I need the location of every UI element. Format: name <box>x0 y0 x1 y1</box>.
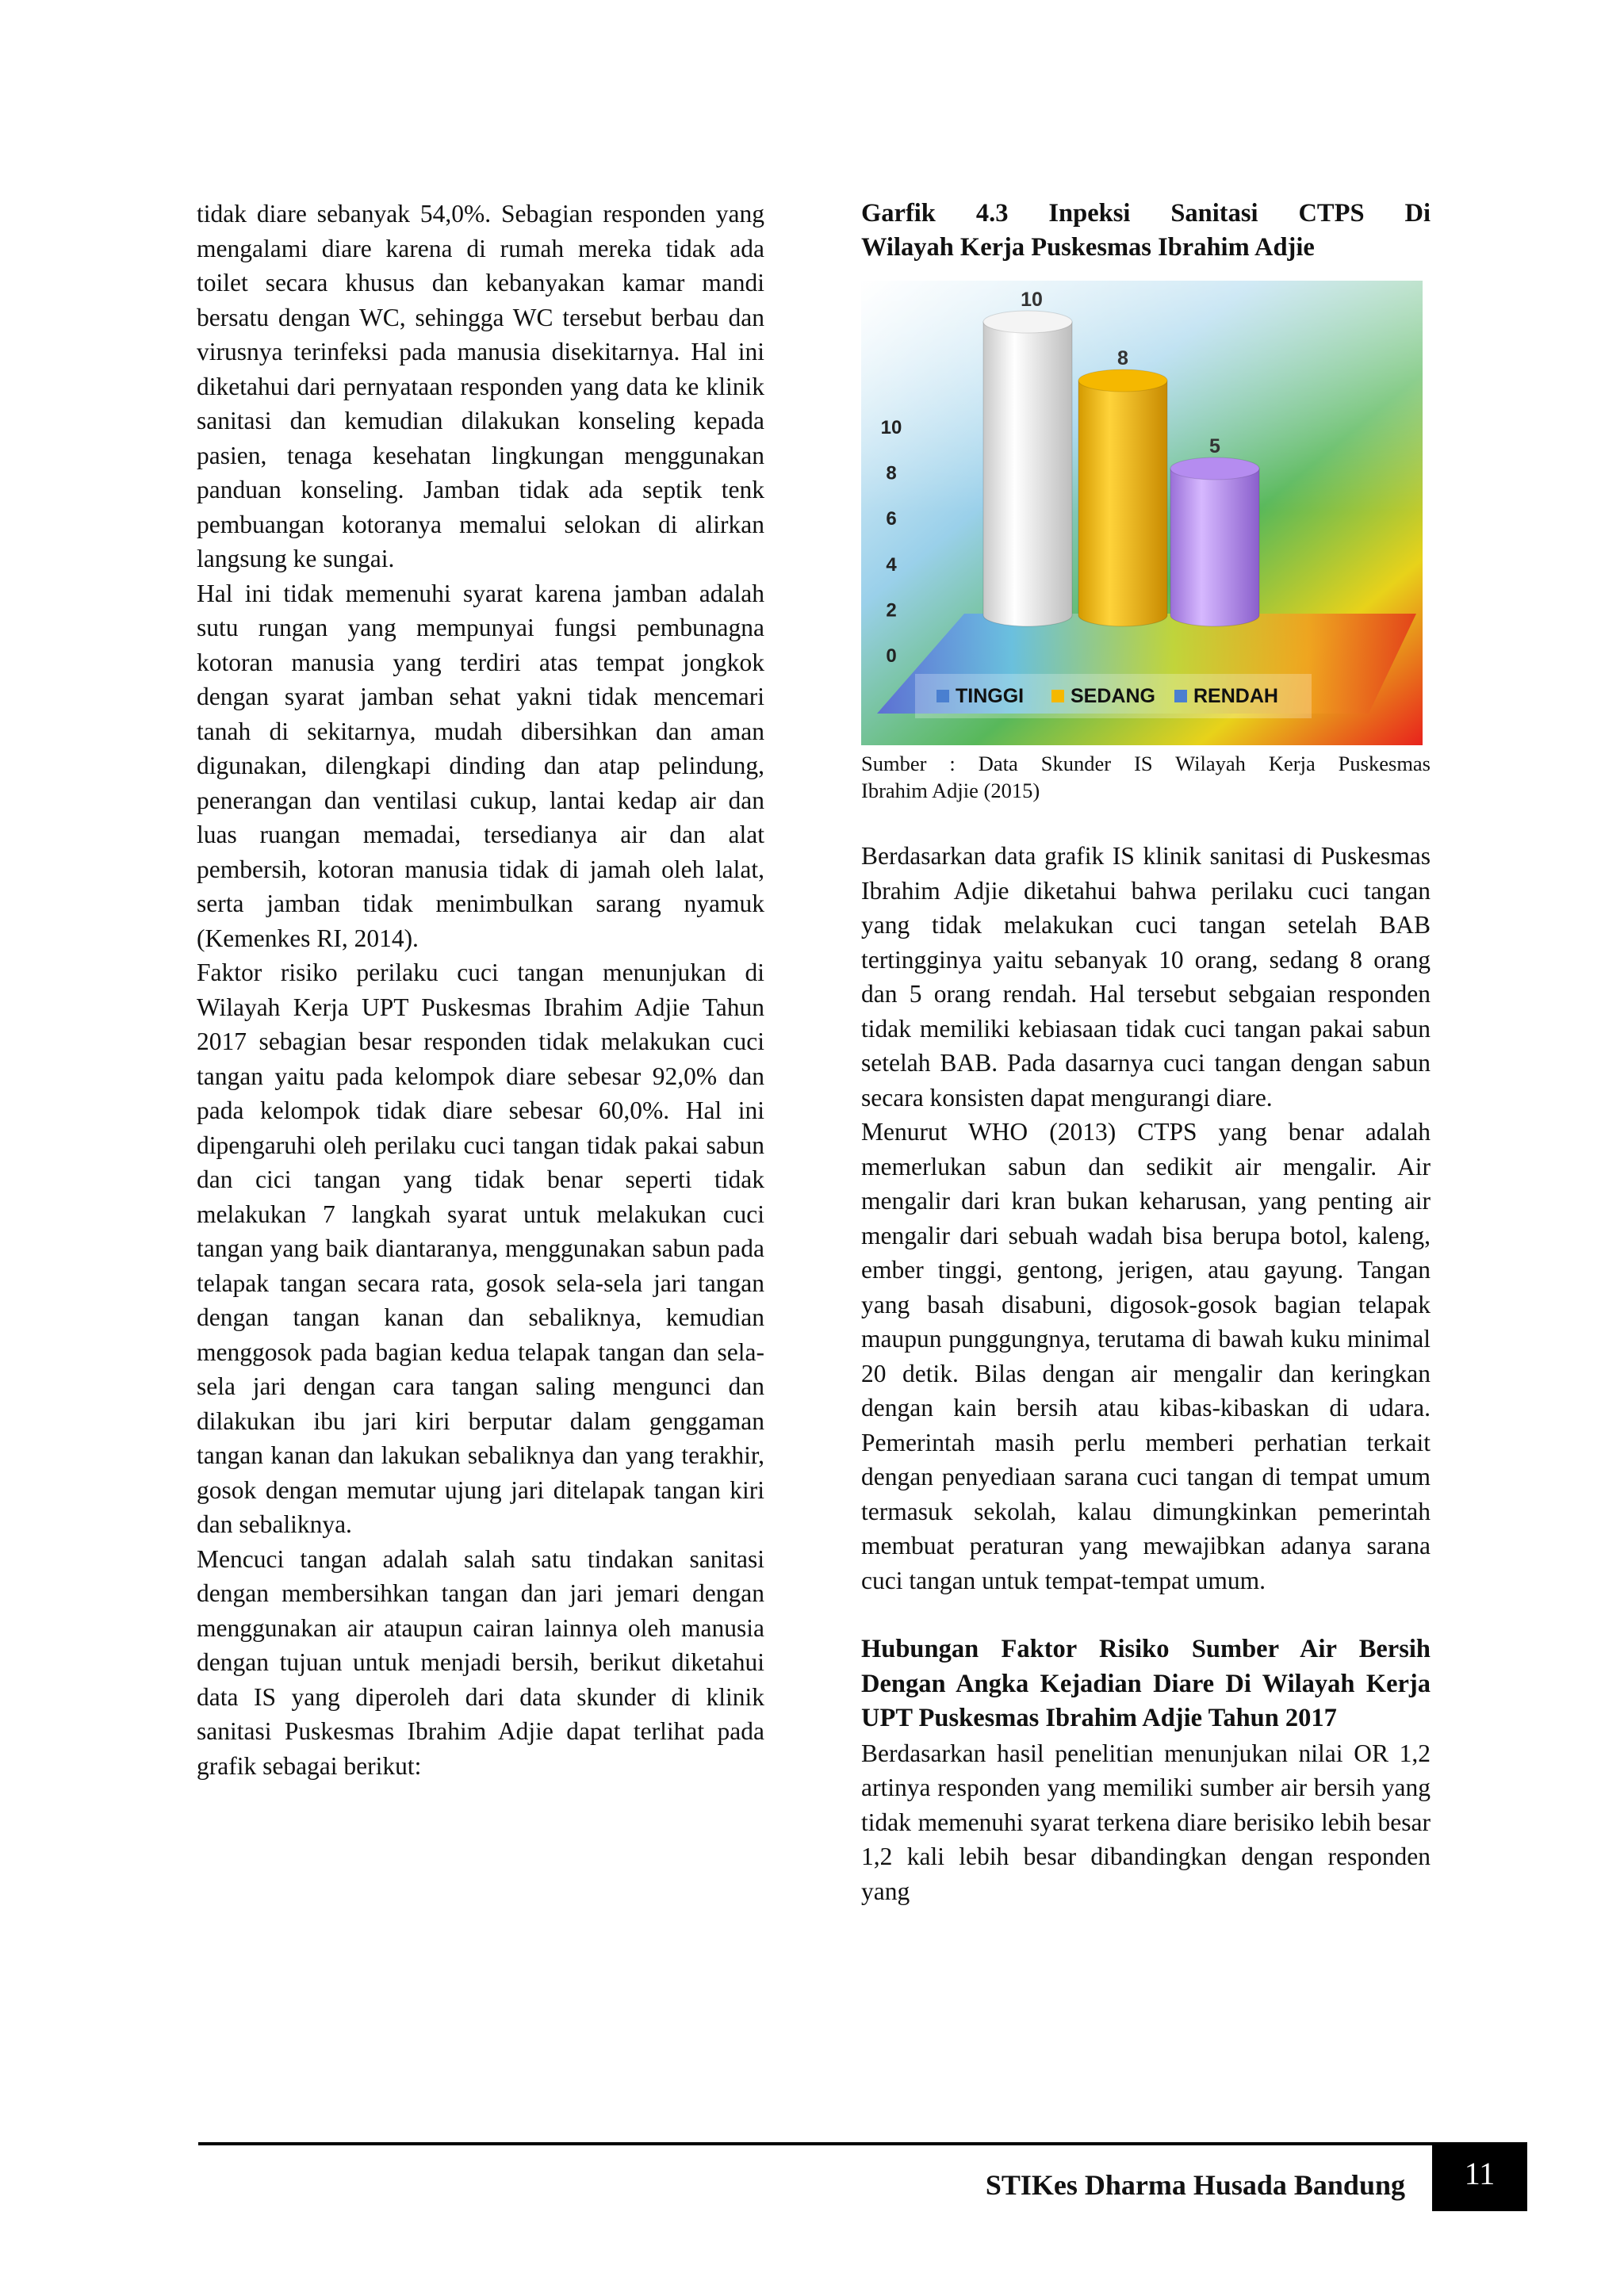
bar <box>1078 369 1167 626</box>
legend-label: SEDANG <box>1071 685 1155 707</box>
right-column <box>861 197 1431 1908</box>
figure-title <box>861 197 1431 265</box>
figure-source <box>861 750 1431 804</box>
y-tick-label: 0 <box>886 645 897 667</box>
data-label: 10 <box>1021 289 1043 311</box>
bar <box>1170 457 1259 626</box>
figure-title-line: Garfik 4.3 Inpeksi Sanitasi CTPS Di <box>861 199 1431 228</box>
y-tick-label: 8 <box>886 462 897 484</box>
section-heading: Hubungan Faktor Risiko Sumber Air Bersih Dengan Angka Kejadian Diare Di Wilayah Kerja UPT Puskesmas Ibrahim Adjie Tahun 2017 <box>861 1635 1431 1732</box>
figure-source-line: Sumber : Data Skunder IS Wilayah Kerja Puskesmas <box>861 752 1431 775</box>
footer-rule <box>198 2142 1435 2145</box>
legend-label: TINGGI <box>956 685 1025 707</box>
paragraph: Berdasarkan data grafik IS klinik sanitasi di Puskesmas Ibrahim Adjie diketahui bahwa perilaku cuci tangan yang tidak melakukan cuci tangan setelah BAB tertingginya yaitu sebanyak 10 orang, sedang 8 orang dan 5 orang rendah. Hal tersebut sebgaian responden tidak memiliki kebiasaan tidak cuci tangan pakai sabun setelah BAB. Pada dasarnya cuci tangan dengan sabun secara konsisten dapat mengurangi diare. <box>861 842 1431 1112</box>
legend-swatch <box>1174 690 1187 702</box>
bar-chart <box>861 281 1423 745</box>
paragraph: Mencuci tangan adalah salah satu tindakan sanitasi dengan membersihkan tangan dan jari jemari dengan menggunakan air ataupun cairan lainnya oleh manusia dengan tujuan untuk menjadi bersih, berikut diketahui data IS yang diperoleh dari data skunder di klinik sanitasi Puskesmas Ibrahim Adjie dapat terlihat pada grafik sebagai berikut: <box>197 1544 764 1780</box>
paragraph: Menurut WHO (2013) CTPS yang benar adalah memerlukan sabun dan sedikit air mengalir. Air mengalir dari kran bukan keharusan, yang penting air mengalir dari sebuah wadah bisa berupa botol, kaleng, ember tinggi, gentong, jerigen, atau gayung. Tangan yang basah disabuni, digosok-gosok bagian telapak maupun punggungnya, terutama di bawah kuku minimal 20 detik. Bilas dengan air mengalir dan keringkan dengan kain bersih atau kibas-kibaskan di udara. Pemerintah masih perlu memberi perhatian terkait dengan penyediaan sarana cuci tangan di tempat umum termasuk sekolah, kalau dimungkinkan pemerintah membuat peraturan yang mewajibkan adanya sarana cuci tangan untuk tempat-tempat umum. <box>861 1118 1431 1594</box>
figure-source-line: Ibrahim Adjie (2015) <box>861 779 1040 802</box>
paragraph: tidak diare sebanyak 54,0%. Sebagian responden yang mengalami diare karena di rumah mereka tidak ada toilet secara khusus dan kebanyakan kamar mandi bersatu dengan WC, sehingga WC tersebut berbau dan virusnya terinfeksi pada manusia disekitarnya. Hal ini diketahui dari pernyataan responden yang data ke klinik sanitasi dan kemudian dilakukan konseling kepada pasien, tenaga kesehatan lingkungan menggunakan panduan konseling. Jamban tidak ada septik tenk pembuangan kotoranya memalui selokan di alirkan langsung ke sungai. <box>197 200 764 572</box>
y-tick-label: 6 <box>886 508 897 530</box>
footer-institution: STIKes Dharma Husada Bandung <box>985 2169 1405 2201</box>
data-label: 8 <box>1117 347 1128 369</box>
data-label: 5 <box>1209 435 1220 457</box>
figure-title-line: Wilayah Kerja Puskesmas Ibrahim Adjie <box>861 233 1315 262</box>
left-column <box>197 197 764 1783</box>
paragraph: Faktor risiko perilaku cuci tangan menunjukan di Wilayah Kerja UPT Puskesmas Ibrahim Adjie Tahun 2017 sebagian besar responden tidak melakukan cuci tangan yaitu pada kelompok diare sebesar 92,0% dan pada kelompok tidak diare sebesar 60,0%. Hal ini dipengaruhi oleh perilaku cuci tangan tidak pakai sabun dan cici tangan yang tidak benar seperti tidak melakukan 7 langkah syarat untuk melakukan cuci tangan yang baik diantaranya, menggunakan sabun pada telapak tangan secara rata, gosok sela-sela jari tangan dengan tangan kanan dan sebaliknya, kemudian menggosok pada bagian kedua telapak tangan dan sela-sela jari dengan cara tangan saling mengunci dan dilakukan ibu jari kiri berputar dalam genggaman tangan kanan dan lakukan sebaliknya dan yang terakhir, gosok dengan memutar ujung jari ditelapak tangan kiri dan sebaliknya. <box>197 959 764 1538</box>
y-tick-label: 2 <box>886 599 897 622</box>
page-number: 11 <box>1432 2142 1527 2211</box>
paragraph: Hal ini tidak memenuhi syarat karena jamban adalah sutu rungan yang mempunyai fungsi pembunagna kotoran manusia yang terdiri atas tempat jongkok dengan syarat jamban sehat yakni tidak mencemari tanah di sekitarnya, mudah dibersihkan dan aman digunakan, dilengkapi dinding dan atap pelindung, penerangan dan ventilasi cukup, lantai kedap air dan luas ruangan memadai, tersedianya air dan alat pembersih, kotoran manusia tidak di jamah oleh lalat, serta jamban tidak menimbulkan sarang nyamuk (Kemenkes RI, 2014). <box>197 579 764 952</box>
paragraph: Berdasarkan hasil penelitian menunjukan nilai OR 1,2 artinya responden yang memiliki sumber air bersih yang tidak memenuhi syarat terkena diare berisiko lebih besar 1,2 kali lebih besar dibandingkan dengan responden yang <box>861 1739 1431 1905</box>
legend-label: RENDAH <box>1193 685 1278 707</box>
y-tick-label: 4 <box>886 553 897 576</box>
legend-swatch <box>1051 690 1064 702</box>
bar <box>983 311 1072 626</box>
legend-swatch <box>936 690 949 702</box>
y-tick-label: 10 <box>880 417 902 438</box>
